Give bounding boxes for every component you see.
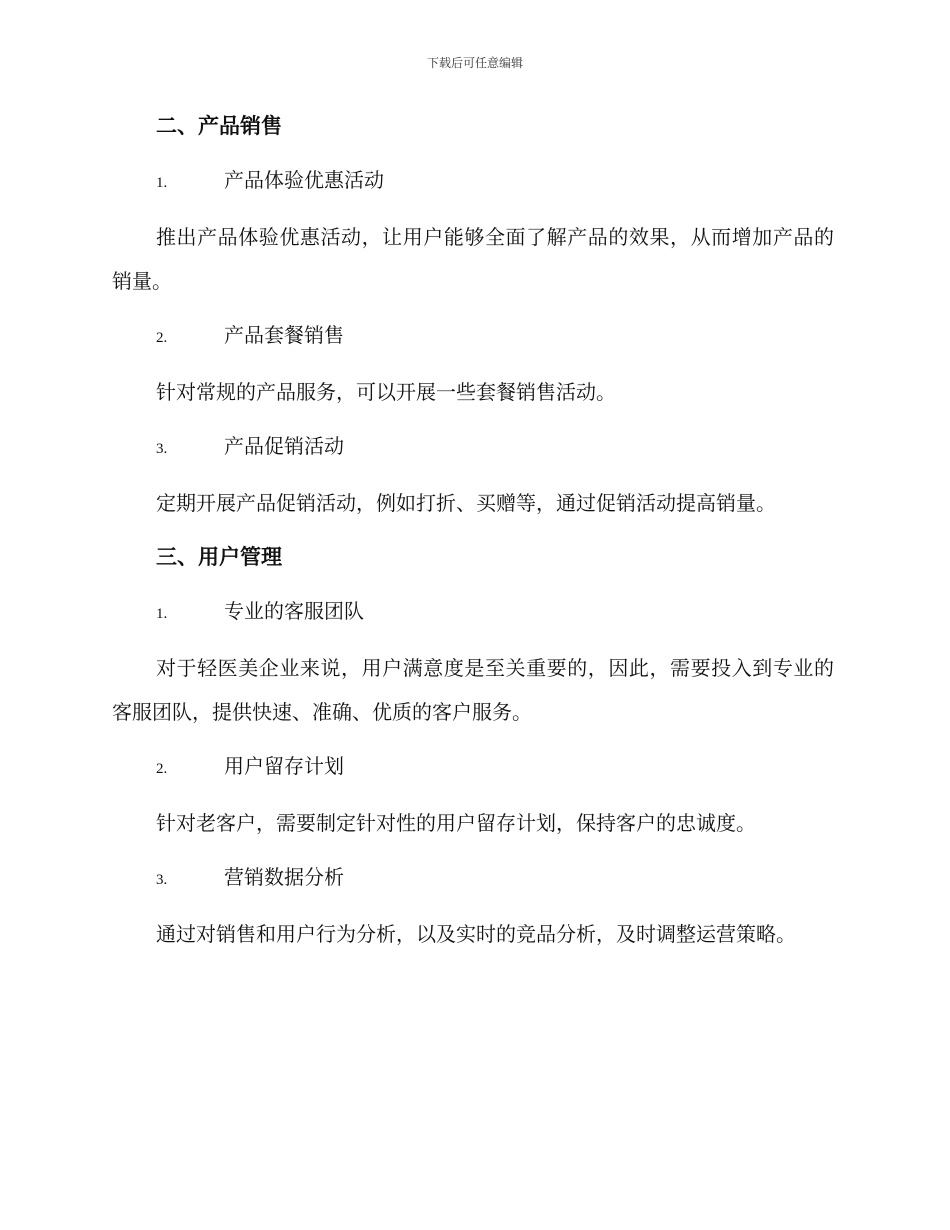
item-title: 产品套餐销售: [224, 323, 344, 347]
paragraph: 定期开展产品促销活动，例如打折、买赠等，通过促销活动提高销量。: [156, 491, 776, 515]
item-heading: [112, 313, 834, 360]
item-title: 营销数据分析: [224, 865, 344, 889]
paragraph: 推出产品体验优惠活动，让用户能够全面了解产品的效果，从而增加产品的销量。: [112, 225, 834, 293]
item-number: 1.: [156, 606, 168, 622]
item-heading: [112, 589, 834, 636]
paragraph: 对于轻医美企业来说，用户满意度是至关重要的，因此，需要投入到专业的客服团队，提供快速、准确、优质的客户服务。: [112, 656, 834, 724]
section-heading-user-management: 三、用户管理: [156, 544, 282, 569]
item-number: 3.: [156, 872, 168, 888]
item-heading: [112, 424, 834, 471]
item-heading: [112, 744, 834, 791]
item-heading: [112, 158, 834, 205]
item-heading: [112, 855, 834, 902]
paragraph: 针对老客户，需要制定针对性的用户留存计划，保持客户的忠诚度。: [156, 811, 756, 835]
item-number: 3.: [156, 441, 168, 457]
paragraph: 通过对销售和用户行为分析，以及实时的竞品分析，及时调整运营策略。: [156, 922, 796, 946]
document-body: [112, 104, 834, 966]
section-heading-product-sales: 二、产品销售: [156, 113, 282, 138]
header-note: 下载后可任意编辑: [426, 56, 523, 70]
item-title: 产品体验优惠活动: [224, 168, 384, 192]
item-number: 2.: [156, 330, 168, 346]
item-title: 用户留存计划: [224, 754, 344, 778]
item-title: 专业的客服团队: [224, 599, 364, 623]
item-number: 1.: [156, 175, 168, 191]
item-title: 产品促销活动: [224, 434, 344, 458]
item-number: 2.: [156, 761, 168, 777]
paragraph: 针对常规的产品服务，可以开展一些套餐销售活动。: [156, 380, 616, 404]
